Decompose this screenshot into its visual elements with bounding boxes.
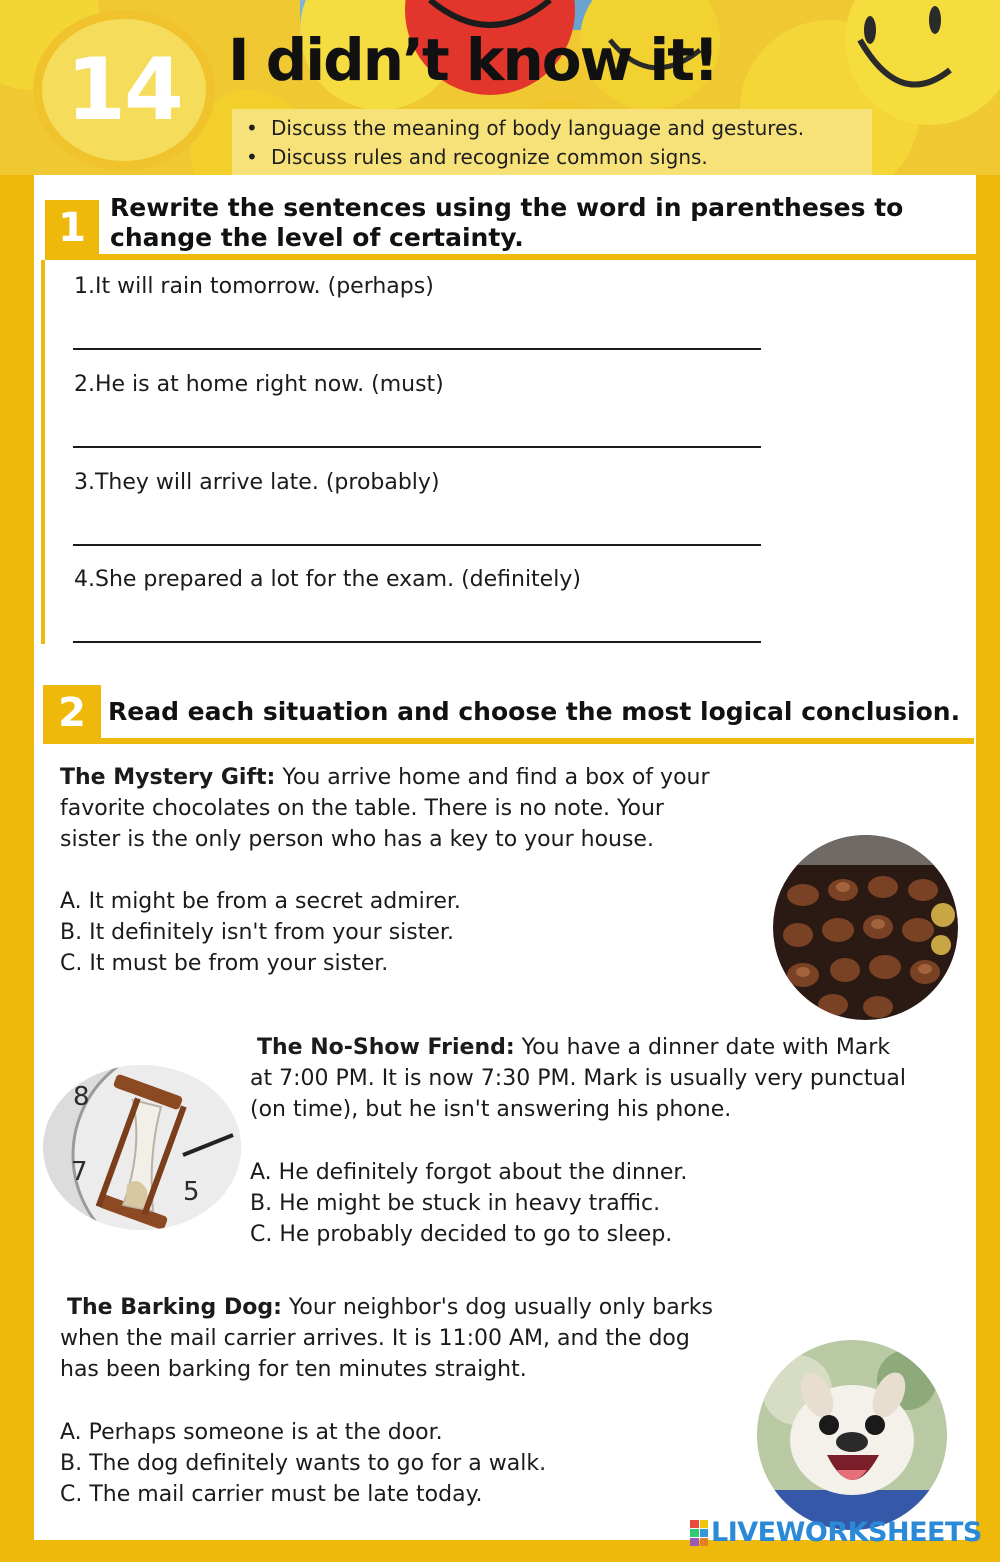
- chocolate-box-photo: [773, 835, 958, 1020]
- unit-number: 14: [66, 40, 182, 140]
- svg-text:7: 7: [71, 1157, 88, 1187]
- hourglass-clock-photo: [43, 1065, 241, 1230]
- section-1-number: 1: [45, 200, 99, 256]
- frame-left-border: [0, 175, 34, 1562]
- situation-barking-dog: [60, 1292, 780, 1385]
- situation-text: when the mail carrier arrives. It is 11:00 AM, and the dog: [60, 1326, 690, 1351]
- option-a[interactable]: A. Perhaps someone is at the door.: [60, 1420, 443, 1445]
- objectives-list: [232, 109, 872, 175]
- situation-no-show-friend: [250, 1032, 970, 1125]
- answer-line-3[interactable]: [73, 544, 761, 546]
- option-c[interactable]: C. He probably decided to go to sleep.: [250, 1222, 673, 1247]
- situation-text: has been barking for ten minutes straight.: [60, 1357, 527, 1382]
- situation-text: sister is the only person who has a key to your house.: [60, 827, 654, 852]
- option-b[interactable]: B. It definitely isn't from your sister.: [60, 920, 454, 945]
- barking-dog-photo: [757, 1340, 947, 1530]
- answer-line-2[interactable]: [73, 446, 761, 448]
- liveworksheets-logo-icon: [690, 1520, 708, 1546]
- liveworksheets-logo: [690, 1517, 982, 1548]
- situation-heading: The No-Show Friend:: [257, 1035, 515, 1060]
- answer-line-1[interactable]: [73, 348, 761, 350]
- section-1-title: [110, 193, 903, 253]
- situation-heading: The Mystery Gift:: [60, 765, 276, 790]
- situation-text: favorite chocolates on the table. There is no note. Your: [60, 796, 664, 821]
- section-1-side-rule: [41, 260, 45, 644]
- situation-text: (on time), but he isn't answering his phone.: [250, 1097, 732, 1122]
- question-1: 1.It will rain tomorrow. (perhaps): [74, 274, 434, 299]
- options-barking-dog: [60, 1417, 546, 1510]
- situation-text: You arrive home and find a box of your: [275, 765, 710, 790]
- unit-number-badge: [33, 10, 215, 170]
- option-b[interactable]: B. He might be stuck in heavy traffic.: [250, 1191, 661, 1216]
- situation-text: Your neighbor's dog usually only barks: [281, 1295, 713, 1320]
- section-2-underline: [43, 738, 974, 744]
- options-no-show-friend: [250, 1157, 687, 1250]
- question-4: 4.She prepared a lot for the exam. (definitely): [74, 567, 581, 592]
- header-banner: [0, 0, 1000, 175]
- option-a[interactable]: A. He definitely forgot about the dinner.: [250, 1160, 688, 1185]
- section-1-title-line: Rewrite the sentences using the word in parentheses to: [110, 193, 904, 222]
- objective-item: • Discuss rules and recognize common signs.: [244, 143, 872, 172]
- objective-item: • Discuss the meaning of body language and gestures.: [244, 114, 872, 143]
- question-3: 3.They will arrive late. (probably): [74, 470, 440, 495]
- option-c[interactable]: C. The mail carrier must be late today.: [60, 1482, 483, 1507]
- answer-line-4[interactable]: [73, 641, 761, 643]
- svg-text:8: 8: [73, 1082, 90, 1112]
- svg-text:5: 5: [183, 1177, 200, 1207]
- liveworksheets-brand-text: LIVEWORKSHEETS: [711, 1517, 982, 1548]
- section-1-title-line: change the level of certainty.: [110, 223, 524, 252]
- situation-text: You have a dinner date with Mark: [514, 1035, 891, 1060]
- situation-heading: The Barking Dog:: [67, 1295, 282, 1320]
- option-a[interactable]: A. It might be from a secret admirer.: [60, 889, 461, 914]
- option-c[interactable]: C. It must be from your sister.: [60, 951, 389, 976]
- frame-right-border: [976, 175, 1000, 1562]
- section-1-underline: [45, 254, 976, 260]
- section-2-number: 2: [43, 685, 101, 741]
- page-title: I didn’t know it!: [228, 26, 718, 94]
- section-2-title: Read each situation and choose the most logical conclusion.: [108, 697, 961, 726]
- option-b[interactable]: B. The dog definitely wants to go for a walk.: [60, 1451, 547, 1476]
- situation-mystery-gift: [60, 762, 780, 855]
- question-2: 2.He is at home right now. (must): [74, 372, 444, 397]
- options-mystery-gift: [60, 886, 461, 979]
- situation-text: at 7:00 PM. It is now 7:30 PM. Mark is usually very punctual: [250, 1066, 907, 1091]
